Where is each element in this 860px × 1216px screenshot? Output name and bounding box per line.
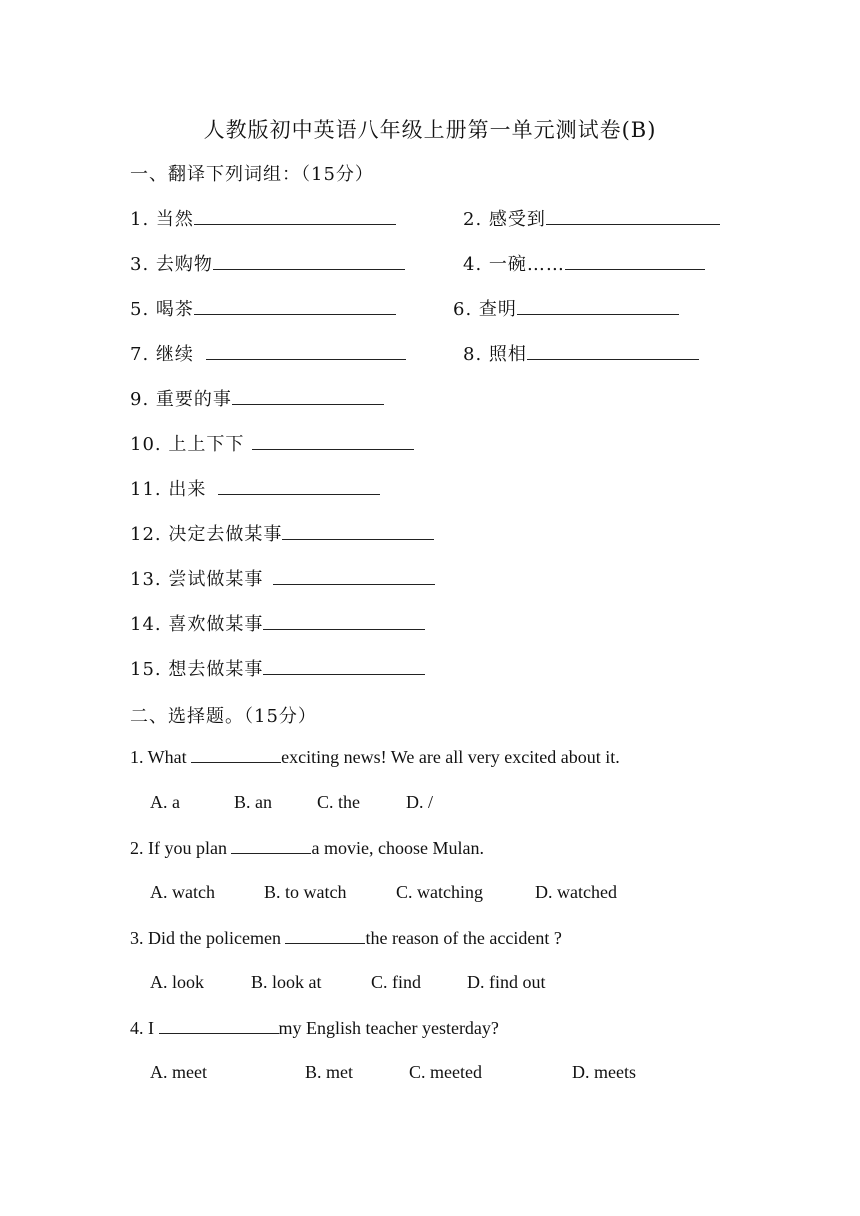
- phrase-label: 7. 继续: [130, 344, 194, 365]
- phrase-label: 11. 出来: [130, 479, 207, 500]
- answer-blank[interactable]: [546, 206, 720, 225]
- answer-blank[interactable]: [232, 386, 384, 405]
- option-a[interactable]: A. meet: [150, 1062, 207, 1082]
- phrase-item-2: [463, 205, 720, 231]
- question-3: [130, 927, 562, 949]
- phrase-item-13: [130, 565, 435, 591]
- phrase-label: 4. 一碗……: [463, 254, 565, 275]
- phrase-item-8: [463, 340, 699, 366]
- question-2: [130, 837, 484, 859]
- answer-blank[interactable]: [517, 296, 679, 315]
- answer-blank[interactable]: [213, 251, 405, 270]
- phrase-item-3: [130, 250, 405, 276]
- answer-blank[interactable]: [194, 206, 396, 225]
- answer-blank[interactable]: [565, 251, 705, 270]
- phrase-label: 6. 查明: [453, 299, 517, 320]
- phrase-label: 8. 照相: [463, 344, 527, 365]
- option-d[interactable]: D. meets: [572, 1062, 636, 1082]
- phrase-item-7: [130, 340, 406, 366]
- section-2-heading: 二、选择题。（15分）: [130, 706, 317, 727]
- option-c[interactable]: C. the: [317, 792, 360, 812]
- phrase-item-11: [130, 475, 380, 501]
- answer-blank[interactable]: [263, 656, 425, 675]
- question-stem-end: the reason of the accident ?: [365, 928, 562, 948]
- phrase-label: 9. 重要的事: [130, 389, 232, 410]
- option-c[interactable]: C. watching: [396, 882, 483, 902]
- answer-blank[interactable]: [263, 611, 425, 630]
- question-stem-end: my English teacher yesterday?: [278, 1018, 499, 1038]
- phrase-label: 12. 决定去做某事: [130, 524, 283, 545]
- option-b[interactable]: B. to watch: [264, 882, 347, 902]
- phrase-label: 14. 喜欢做某事: [130, 614, 264, 635]
- phrase-item-9: [130, 385, 384, 411]
- phrase-item-4: [463, 250, 705, 276]
- phrase-item-10: [130, 430, 414, 456]
- phrase-item-12: [130, 520, 434, 546]
- option-b[interactable]: B. look at: [251, 972, 322, 992]
- question-4: [130, 1017, 499, 1039]
- page-title: 人教版初中英语八年级上册第一单元测试卷(B): [203, 118, 657, 142]
- phrase-label: 13. 尝试做某事: [130, 569, 264, 590]
- answer-blank[interactable]: [194, 296, 396, 315]
- answer-blank[interactable]: [206, 341, 406, 360]
- answer-blank[interactable]: [282, 521, 434, 540]
- option-b[interactable]: B. met: [305, 1062, 353, 1082]
- question-1: [130, 746, 620, 768]
- answer-blank[interactable]: [273, 566, 435, 585]
- option-a[interactable]: A. a: [150, 792, 180, 812]
- option-c[interactable]: C. find: [371, 972, 422, 992]
- phrase-item-1: [130, 205, 396, 231]
- question-stem-end: a movie, choose Mulan.: [311, 838, 484, 858]
- question-stem-end: exciting news! We are all very excited about it.: [281, 747, 620, 767]
- phrase-item-6: [453, 295, 679, 321]
- option-d[interactable]: D. find out: [467, 972, 546, 992]
- answer-blank[interactable]: [159, 1017, 279, 1034]
- phrase-label: 15. 想去做某事: [130, 659, 264, 680]
- option-a[interactable]: A. look: [150, 972, 204, 992]
- answer-blank[interactable]: [527, 341, 699, 360]
- phrase-label: 1. 当然: [130, 209, 194, 230]
- option-b[interactable]: B. an: [234, 792, 272, 812]
- option-a[interactable]: A. watch: [150, 882, 215, 902]
- section-1-heading: 一、翻译下列词组：（15分）: [130, 164, 374, 185]
- question-stem-start: 4. I: [130, 1018, 159, 1038]
- answer-blank[interactable]: [231, 837, 311, 854]
- answer-blank[interactable]: [191, 746, 281, 763]
- question-stem-start: 3. Did the policemen: [130, 928, 286, 948]
- phrase-label: 10. 上上下下: [130, 434, 245, 455]
- option-c[interactable]: C. meeted: [409, 1062, 482, 1082]
- option-d[interactable]: D. /: [406, 792, 433, 812]
- option-d[interactable]: D. watched: [535, 882, 617, 902]
- phrase-item-5: [130, 295, 396, 321]
- answer-blank[interactable]: [285, 927, 365, 944]
- phrase-label: 5. 喝茶: [130, 299, 194, 320]
- phrase-item-15: [130, 655, 425, 681]
- question-stem-start: 2. If you plan: [130, 838, 232, 858]
- phrase-label: 3. 去购物: [130, 254, 213, 275]
- answer-blank[interactable]: [252, 431, 414, 450]
- phrase-label: 2. 感受到: [463, 209, 546, 230]
- phrase-item-14: [130, 610, 425, 636]
- question-stem-start: 1. What: [130, 747, 192, 767]
- answer-blank[interactable]: [218, 476, 380, 495]
